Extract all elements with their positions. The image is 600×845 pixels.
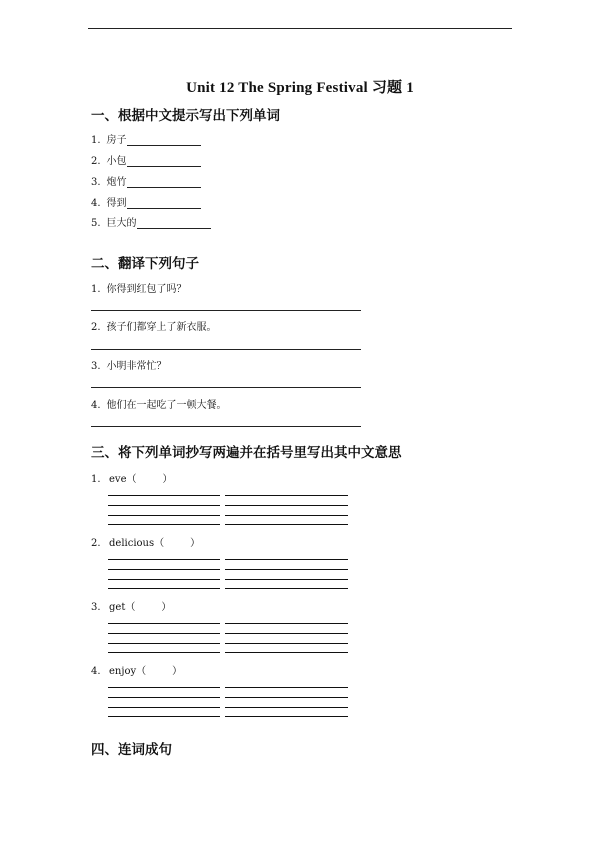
section-4-heading: 四、连词成句 [91, 742, 172, 758]
answer-blank[interactable] [127, 199, 201, 209]
copy-word-4 [91, 662, 182, 677]
item-number: 1. [91, 474, 101, 485]
paren-open: （ [126, 474, 137, 485]
item-number: 4. [91, 666, 101, 677]
paren-open: （ [154, 538, 165, 549]
sentence-prompt: 你得到红包了吗？ [106, 284, 187, 295]
translation-answer-line[interactable] [91, 387, 361, 388]
answer-blank[interactable] [127, 178, 201, 188]
item-number: 4. [91, 400, 101, 411]
copy-lines-3[interactable] [108, 623, 348, 653]
item-number: 1. [91, 135, 101, 146]
vocab-item-5 [91, 214, 211, 229]
item-number: 3. [91, 361, 101, 372]
vocab-prompt: 炮竹 [106, 177, 127, 188]
sentence-item-2 [91, 318, 217, 333]
answer-blank[interactable] [127, 136, 201, 146]
sentence-item-4 [91, 396, 227, 411]
paren-close: ） [161, 602, 172, 613]
vocab-item-3 [91, 173, 201, 188]
english-word: delicious [109, 538, 155, 549]
item-number: 5. [91, 218, 101, 229]
sentence-item-1 [91, 280, 187, 295]
section-3-heading: 三、将下列单词抄写两遍并在括号里写出其中文意思 [91, 445, 402, 461]
item-number: 2. [91, 156, 101, 167]
copy-word-3 [91, 598, 171, 613]
copy-lines-1[interactable] [108, 495, 348, 525]
english-word: enjoy [109, 666, 137, 677]
section-1-heading: 一、根据中文提示写出下列单词 [91, 108, 280, 124]
vocab-item-2 [91, 152, 201, 167]
worksheet-title: Unit 12 The Spring Festival 习题 1 [186, 80, 414, 96]
item-number: 2. [91, 322, 101, 333]
sentence-prompt: 他们在一起吃了一顿大餐。 [106, 400, 227, 411]
vocab-item-1 [91, 131, 201, 146]
paren-close: ） [172, 666, 183, 677]
item-number: 2. [91, 538, 101, 549]
vocab-prompt: 小包 [106, 156, 127, 167]
english-word: get [109, 602, 126, 613]
vocab-item-4 [91, 194, 201, 209]
vocab-prompt: 巨大的 [106, 218, 137, 229]
copy-lines-2[interactable] [108, 559, 348, 589]
translation-answer-line[interactable] [91, 349, 361, 350]
answer-blank[interactable] [127, 157, 201, 167]
paren-close: ） [162, 474, 173, 485]
item-number: 4. [91, 198, 101, 209]
sentence-prompt: 小明非常忙？ [106, 361, 167, 372]
copy-word-1 [91, 470, 173, 485]
copy-lines-4[interactable] [108, 687, 348, 717]
translation-answer-line[interactable] [91, 310, 361, 311]
paren-open: （ [136, 666, 147, 677]
header-rule [88, 28, 512, 29]
translation-answer-line[interactable] [91, 426, 361, 427]
answer-blank[interactable] [137, 219, 211, 229]
vocab-prompt: 得到 [106, 198, 127, 209]
paren-open: （ [125, 602, 136, 613]
vocab-prompt: 房子 [106, 135, 127, 146]
paren-close: ） [190, 538, 201, 549]
english-word: eve [109, 474, 127, 485]
item-number: 3. [91, 602, 101, 613]
item-number: 3. [91, 177, 101, 188]
item-number: 1. [91, 284, 101, 295]
sentence-prompt: 孩子们都穿上了新衣服。 [106, 322, 217, 333]
section-2-heading: 二、翻译下列句子 [91, 256, 199, 272]
copy-word-2 [91, 534, 200, 549]
sentence-item-3 [91, 357, 167, 372]
